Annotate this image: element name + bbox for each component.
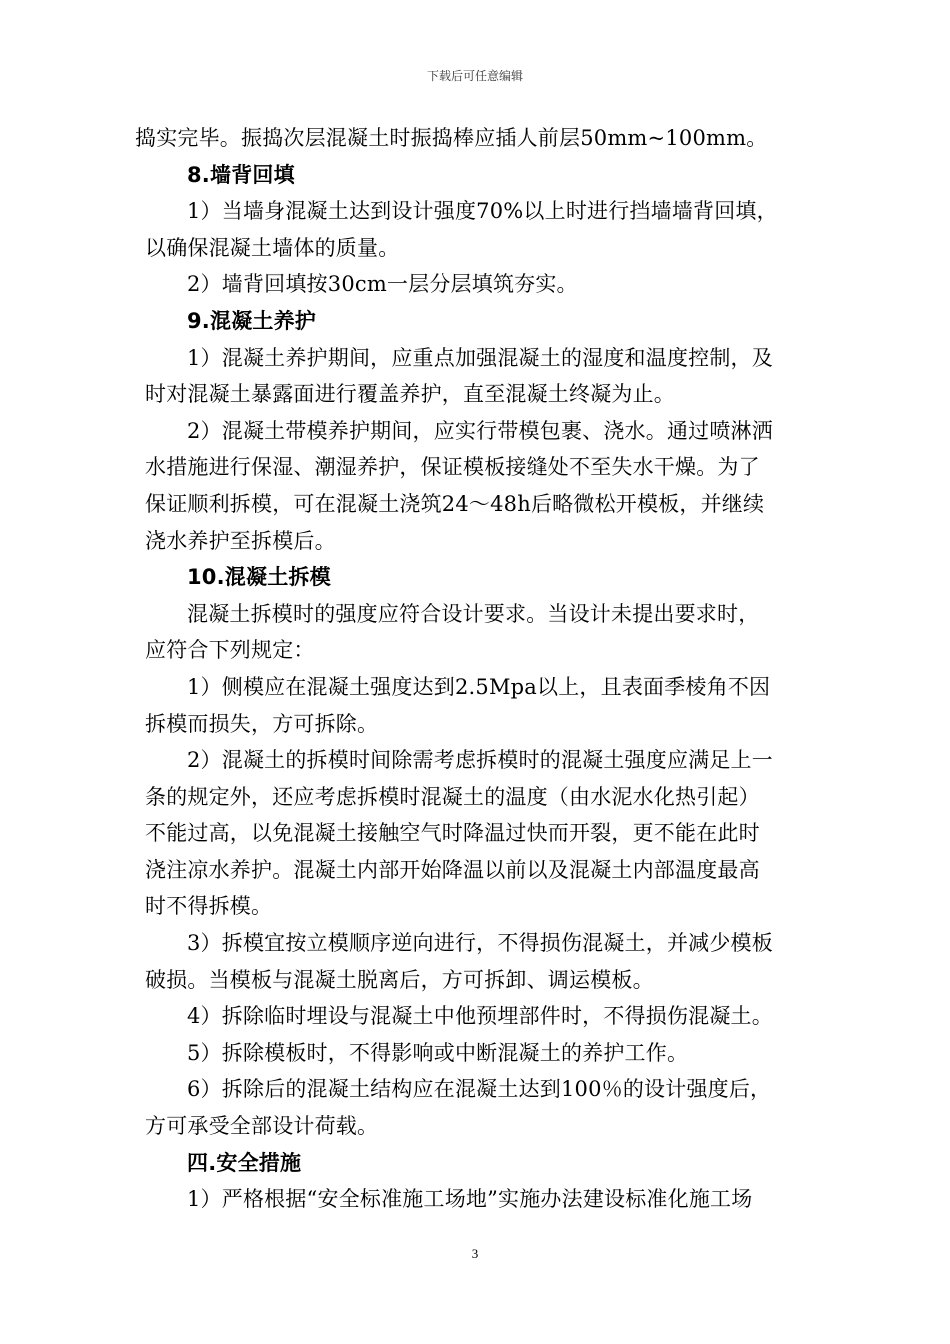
body-line: 2）墙背回填按30cm一层分层填筑夯实。 (187, 272, 578, 297)
body-line: 2）混凝土带模养护期间，应实行带模包裹、浇水。通过喷淋洒 (187, 418, 773, 443)
body-line: 浇注凉水养护。混凝土内部开始降温以前以及混凝土内部温度最高 (145, 857, 760, 882)
section-heading: 8.墙背回填 (187, 162, 295, 187)
body-line: 方可承受全部设计荷载。 (145, 1114, 379, 1139)
body-line: 4）拆除临时埋设与混凝土中他预埋部件时，不得损伤混凝土。 (187, 1004, 773, 1029)
body-line: 应符合下列规定： (145, 638, 315, 663)
body-line: 1）当墙身混凝土达到设计强度70%以上时进行挡墙墙背回填， (187, 199, 778, 224)
body-line: 以确保混凝土墙体的质量。 (145, 235, 400, 260)
body-line: 条的规定外，还应考虑拆模时混凝土的温度（由水泥水化热引起） (145, 784, 760, 809)
body-line: 捣实完毕。振捣次层混凝土时振捣棒应插人前层50mm~100mm。 (135, 126, 768, 150)
body-line: 2）混凝土的拆模时间除需考虑拆模时的混凝土强度应满足上一 (187, 748, 773, 773)
body-line: 时不得拆模。 (145, 894, 273, 919)
body-line: 水措施进行保湿、潮湿养护，保证模板接缝处不至失水干燥。为了 (145, 455, 760, 480)
page-number: 3 (471, 1246, 479, 1261)
body-line: 时对混凝土暴露面进行覆盖养护，直至混凝土终凝为止。 (145, 382, 675, 407)
document-body (135, 120, 805, 1218)
body-line: 3）拆模宜按立模顺序逆向进行，不得损伤混凝土，并减少模板 (187, 931, 773, 956)
body-line: 1）混凝土养护期间，应重点加强混凝土的湿度和温度控制，及 (187, 345, 773, 370)
body-line: 混凝土拆模时的强度应符合设计要求。当设计未提出要求时， (187, 601, 760, 626)
body-line: 不能过高，以免混凝土接触空气时降温过快而开裂，更不能在此时 (145, 821, 760, 846)
page-header: 下载后可任意编辑 (426, 69, 523, 83)
body-line: 5）拆除模板时，不得影响或中断混凝土的养护工作。 (187, 1040, 689, 1065)
body-line: 6）拆除后的混凝土结构应在混凝土达到100％的设计强度后， (187, 1077, 772, 1102)
body-line: 浇水养护至拆模后。 (145, 528, 336, 553)
body-line: 1）侧模应在混凝土强度达到2.5Mpa以上，且表面季棱角不因 (187, 674, 771, 699)
body-line: 1）严格根据“安全标准施工场地”实施办法建设标准化施工场 (187, 1187, 753, 1212)
section-heading: 9.混凝土养护 (187, 308, 316, 333)
body-line: 保证顺利拆模，可在混凝土浇筑24～48h后略微松开模板，并继续 (145, 491, 765, 516)
body-line: 拆模而损失，方可拆除。 (145, 711, 379, 736)
section-heading: 四.安全措施 (187, 1150, 302, 1175)
body-line: 破损。当模板与混凝土脱离后，方可拆卸、调运模板。 (145, 967, 654, 992)
section-heading: 10.混凝土拆模 (187, 565, 331, 590)
